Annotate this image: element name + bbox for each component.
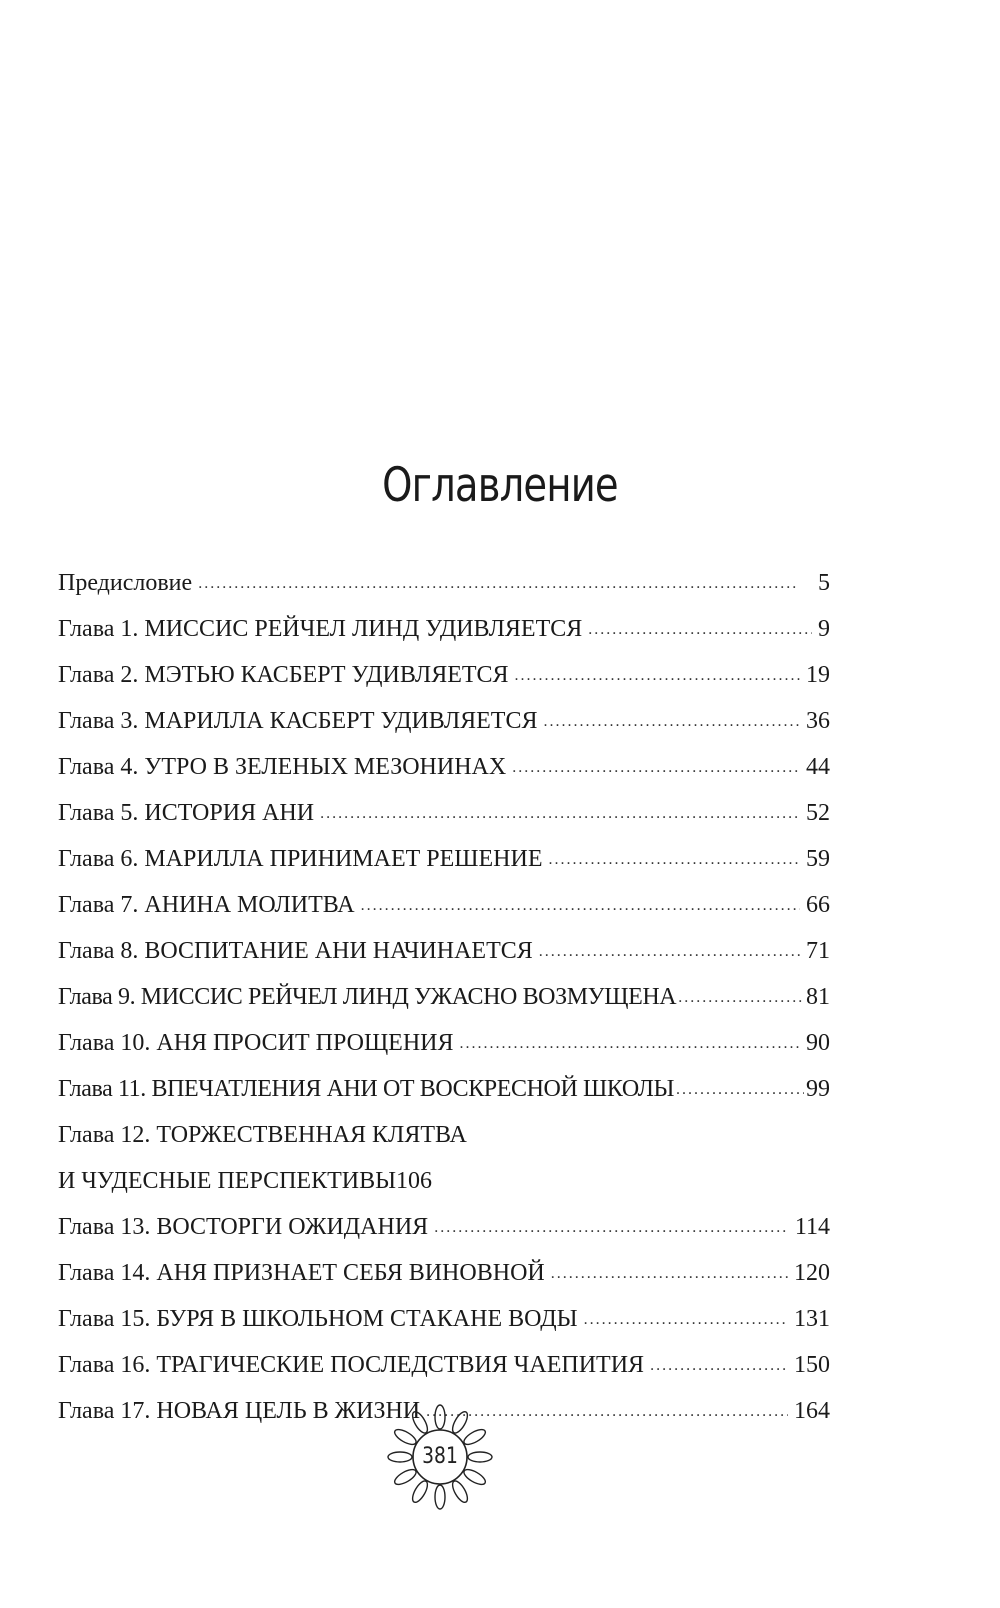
toc-leader-dots	[361, 880, 800, 929]
toc-entry-page: 164	[794, 1398, 830, 1424]
toc-entry-title: Глава 2. МЭТЬЮ КАСБЕРТ УДИВЛЯЕТСЯ	[58, 662, 509, 688]
toc-entry-page: 150	[794, 1352, 830, 1378]
toc-entry-title: Глава 14. АНЯ ПРИЗНАЕТ СЕБЯ ВИНОВНОЙ	[58, 1260, 545, 1286]
toc-entry-title-line2: И ЧУДЕСНЫЕ ПЕРСПЕКТИВЫ	[58, 1168, 397, 1194]
toc-entry-title: Глава 3. МАРИЛЛА КАСБЕРТ УДИВЛЯЕТСЯ	[58, 708, 538, 734]
toc-entry-page: 44	[806, 754, 830, 780]
toc-entry-page: 106	[396, 1168, 433, 1194]
page-number: 381	[422, 1444, 458, 1469]
toc-entry	[58, 1296, 830, 1342]
toc-entry-title: Глава 8. ВОСПИТАНИЕ АНИ НАЧИНАЕТСЯ	[58, 938, 533, 964]
toc-entry	[58, 882, 830, 928]
toc-entry	[58, 1204, 830, 1250]
toc-entry-page: 5	[818, 570, 830, 596]
toc-leader-dots	[459, 1018, 800, 1067]
toc-entry-title: Глава 9. МИССИС РЕЙЧЕЛ ЛИНД УЖАСНО ВОЗМУЩЕНА	[58, 984, 677, 1010]
toc-leader-dots	[678, 972, 804, 1021]
toc-entry-title: Глава 4. УТРО В ЗЕЛЕНЫХ МЕЗОНИНАХ	[58, 754, 507, 780]
toc-entry	[58, 560, 830, 606]
toc-entry-page: 52	[806, 800, 830, 826]
toc-entry-page: 81	[806, 984, 830, 1010]
toc-entry	[58, 928, 830, 974]
toc-entry-page: 90	[806, 1030, 830, 1056]
toc-entry-title: Глава 1. МИССИС РЕЙЧЕЛ ЛИНД УДИВЛЯЕТСЯ	[58, 616, 583, 642]
toc-leader-dots	[434, 1202, 789, 1251]
toc-entry-title: Предисловие	[58, 570, 193, 596]
page-folio	[378, 1395, 502, 1519]
toc-entry-page: 19	[806, 662, 830, 688]
table-of-contents	[58, 560, 830, 1434]
toc-leader-dots	[588, 604, 812, 653]
page-title: Оглавление	[382, 458, 618, 513]
toc-entry	[58, 1342, 830, 1388]
toc-entry-title: Глава 6. МАРИЛЛА ПРИНИМАЕТ РЕШЕНИЕ	[58, 846, 543, 872]
toc-entry	[58, 974, 830, 1020]
toc-leader-dots	[650, 1340, 788, 1389]
toc-entry-title: Глава 11. ВПЕЧАТЛЕНИЯ АНИ ОТ ВОСКРЕСНОЙ ШКОЛЫ	[58, 1076, 674, 1102]
toc-entry-page: 71	[806, 938, 830, 964]
toc-entry	[58, 606, 830, 652]
toc-entry-multiline	[58, 1112, 830, 1204]
toc-entry-title: Глава 5. ИСТОРИЯ АНИ	[58, 800, 315, 826]
toc-leader-dots	[320, 788, 800, 837]
toc-entry-page: 66	[806, 892, 830, 918]
toc-leader-dots	[676, 1064, 804, 1113]
toc-entry-title-line1: Глава 12. ТОРЖЕСТВЕННАЯ КЛЯТВА	[58, 1122, 467, 1148]
toc-entry	[58, 1020, 830, 1066]
toc-leader-dots	[515, 650, 800, 699]
toc-entry-title: Глава 15. БУРЯ В ШКОЛЬНОМ СТАКАНЕ ВОДЫ	[58, 1306, 578, 1332]
toc-entry-title: Глава 16. ТРАГИЧЕСКИЕ ПОСЛЕДСТВИЯ ЧАЕПИТИЯ	[58, 1352, 645, 1378]
toc-entry-page: 36	[806, 708, 830, 734]
toc-entry	[58, 652, 830, 698]
toc-entry	[58, 836, 830, 882]
toc-entry-page: 59	[806, 846, 830, 872]
toc-leader-dots	[551, 1248, 788, 1297]
toc-leader-dots	[543, 696, 800, 745]
toc-entry-title: Глава 13. ВОСТОРГИ ОЖИДАНИЯ	[58, 1214, 429, 1240]
toc-entry-title: Глава 17. НОВАЯ ЦЕЛЬ В ЖИЗНИ	[58, 1398, 421, 1424]
toc-entry	[58, 698, 830, 744]
toc-entry-page: 99	[806, 1076, 830, 1102]
toc-entry	[58, 790, 830, 836]
toc-entry	[58, 744, 830, 790]
toc-entry-title: Глава 10. АНЯ ПРОСИТ ПРОЩЕНИЯ	[58, 1030, 454, 1056]
toc-entry-page: 114	[794, 1214, 830, 1240]
toc-entry-page: 120	[794, 1260, 830, 1286]
toc-leader-dots	[548, 834, 800, 883]
toc-leader-dots	[512, 742, 800, 791]
toc-entry	[58, 1066, 830, 1112]
toc-leader-dots	[539, 926, 800, 975]
toc-entry-page: 9	[818, 616, 830, 642]
toc-entry	[58, 1250, 830, 1296]
toc-leader-dots	[584, 1294, 788, 1343]
toc-leader-dots	[198, 558, 812, 607]
toc-entry-page: 131	[794, 1306, 830, 1332]
toc-entry-title: Глава 7. АНИНА МОЛИТВА	[58, 892, 355, 918]
